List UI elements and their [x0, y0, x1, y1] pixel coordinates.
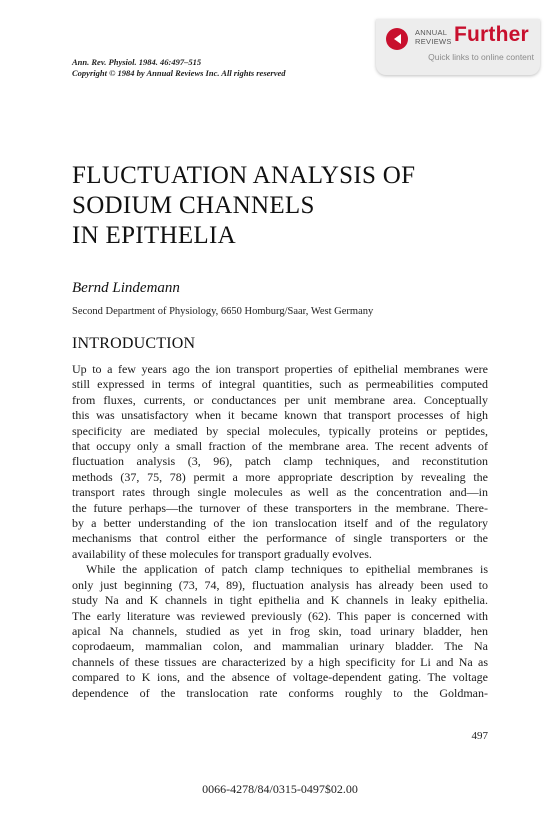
footer-code: 0066-4278/84/0315-0497$02.00 — [202, 782, 358, 796]
title-line-1: FLUCTUATION ANALYSIS OF — [72, 162, 416, 189]
title-line-2: SODIUM CHANNELS — [72, 192, 315, 219]
text-line: compared to K ions, and the absence of voltage-dependent gating. The voltage — [72, 670, 488, 685]
annual-reviews-further-badge[interactable] — [376, 19, 540, 75]
text-line: Up to a few years ago the ion transport properties of epithelial membranes were — [72, 362, 488, 376]
text-line: apical Na channels, studied as yet in frog skin, toad urinary bladder, hen — [72, 623, 488, 638]
citation-line-2: Copyright © 1984 by Annual Reviews Inc. All rights reserved — [72, 68, 286, 78]
journal-citation — [72, 57, 286, 79]
text-line: the future perhaps—the turnover of these transporters in the membrane. There- — [72, 500, 488, 515]
paragraph-2 — [72, 562, 488, 701]
text-line: this was unsatisfactory when it became known that transport processes of high — [72, 408, 488, 423]
text-line: mechanisms that control either the performance of single transporters or the — [72, 531, 488, 546]
text-line: coprodaeum, mammalian colon, and mammalian urinary bladder. The Na — [72, 639, 488, 654]
title-line-3: IN EPITHELIA — [72, 222, 236, 249]
annual-reviews-logo-icon — [386, 28, 408, 50]
publisher-line-2: REVIEWS — [415, 37, 452, 46]
text-line: only just beginning (73, 74, 89), fluctuation analysis has already been used to — [72, 577, 488, 592]
citation-line-1: Ann. Rev. Physiol. 1984. 46:497–515 — [72, 57, 202, 67]
article-title — [72, 161, 472, 251]
text-line: by a better understanding of the ion translocation itself and of the regulatory — [72, 516, 488, 531]
text-line: transport rates through single molecules as well as the concentration and—in — [72, 485, 488, 500]
publisher-line-1: ANNUAL — [415, 28, 448, 37]
publisher-name — [415, 28, 455, 46]
text-line: fluctuation analysis (3, 96), patch clamp techniques, and reconstitution — [72, 454, 488, 469]
text-line: study Na and K channels in tight epithelia and K channels in leaky epithelia. — [72, 593, 488, 608]
further-brand: Further — [454, 23, 529, 46]
text-line: channels of these tissues are characterized by a high specificity for Li and Na as — [72, 654, 488, 669]
text-line: availability of these molecules for transport gradually evolves. — [72, 546, 372, 561]
further-subtitle: Quick links to online content — [428, 52, 534, 62]
section-heading: INTRODUCTION — [72, 335, 196, 352]
text-line: methods (37, 75, 78) permit a more appropriate description by revealing the — [72, 469, 488, 484]
author-affiliation: Second Department of Physiology, 6650 Homburg/Saar, West Germany — [72, 306, 374, 317]
text-line: The early literature was reviewed previously (62). This paper is concerned with — [72, 608, 488, 623]
paragraph-1 — [72, 362, 488, 562]
text-line: specificity are mediated by special molecules, typically proteins or peptides, — [72, 423, 488, 438]
text-line: from fluxes, currents, or conductances per unit membrane area. Conceptually — [72, 392, 488, 407]
text-line: dependence of the translocation rate conforms roughly to the Goldman- — [72, 685, 488, 700]
author-name: Bernd Lindemann — [72, 280, 180, 296]
page-number: 497 — [471, 730, 488, 742]
text-line: While the application of patch clamp techniques to epithelial membranes is — [86, 562, 488, 577]
text-line: that occupy only a small fraction of the membrane area. The recent advents of — [72, 439, 488, 454]
body-text — [72, 362, 488, 701]
text-line: still expressed in terms of integral quantities, such as permeabilities computed — [72, 377, 488, 392]
